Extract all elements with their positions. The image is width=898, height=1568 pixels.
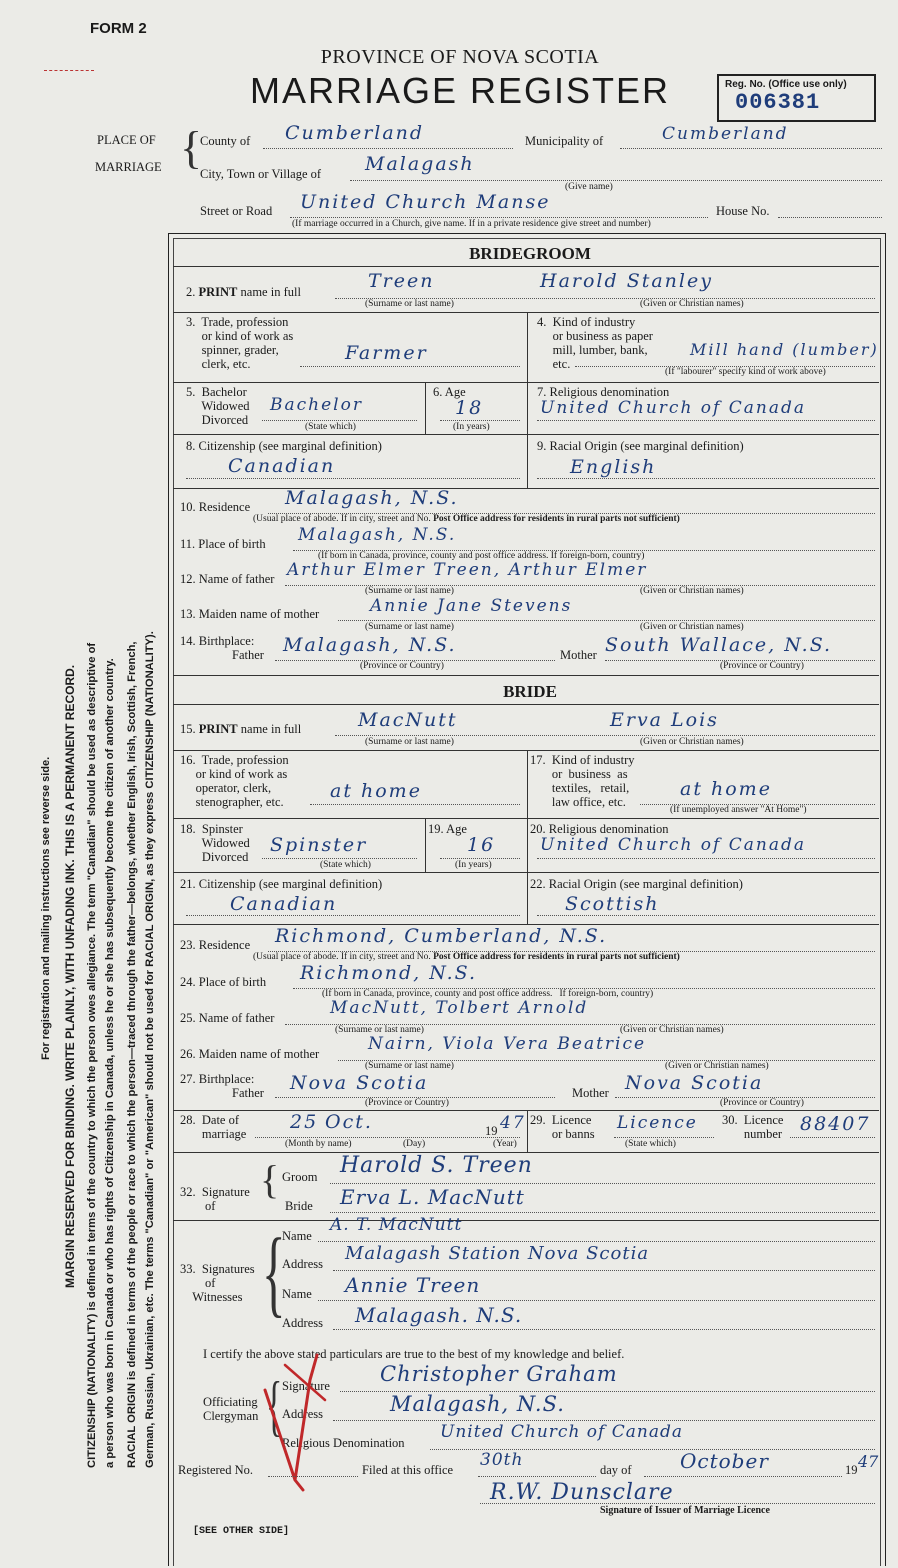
clergy-denomination-label: Religious Denomination [282,1436,405,1450]
clergy-signature-label: Signature [282,1379,330,1393]
bride-industry-value: at home [680,778,772,800]
issuer-signature: R.W. Dunsclare [490,1480,674,1505]
state-which-caption: (State which) [320,860,371,870]
bride-surname: MacNutt [358,709,458,731]
city-value: Malagash [365,153,475,175]
clergy-signature: Christopher Graham [380,1362,618,1386]
municipality-value: Cumberland [662,124,789,144]
divider [173,488,879,489]
groom-status-value: Bachelor [270,395,363,415]
licence-value: Licence [617,1113,698,1133]
province-title: PROVINCE OF NOVA SCOTIA [320,46,600,68]
surname-caption: (Surname or last name) [365,586,454,596]
groom-surname: Treen [368,270,435,292]
street-note: (If marriage occurred in a Church, give name. If in a private residence give street and number) [292,219,651,229]
margin-definition-4: German, Russian, Ukrainian, etc. The terms "Canadian" or "American" should not be used for RACIAL ORIGIN, as they express CITIZENSHIP (NATIONALITY). [144,631,156,1468]
reg-number-label: Reg. No. (Office use only) [725,79,847,90]
bride-father-value: MacNutt, Tolbert Arnold [330,998,589,1018]
witness2-address: Malagash. N.S. [355,1303,523,1327]
divider [173,382,879,383]
bride-signature-line [330,1212,875,1213]
groom-religion-label: 7. Religious denomination [537,385,670,399]
groom-citizenship-line [186,478,520,479]
groom-age-line [440,420,520,421]
licence-number-value: 88407 [800,1113,871,1135]
county-line [263,148,513,149]
groom-bp-mother-value: South Wallace, N.S. [605,634,833,656]
give-name-caption: (Give name) [565,182,613,192]
bride-father-label: 25. Name of father [180,1011,275,1025]
divider [527,818,528,872]
divider [527,750,528,818]
bride-birth-label: 24. Place of birth [180,975,267,989]
bride-bp-mother-label: Mother [572,1086,609,1100]
groom-citizenship-value: Canadian [228,455,336,477]
bride-religion-label: 20. Religious denomination [530,822,669,836]
groom-father-label: 12. Name of father [180,572,275,586]
groom-racial-line [537,478,875,479]
filed-day: 30th [480,1450,524,1470]
filed-day-line [478,1476,596,1477]
groom-status-line [262,420,417,421]
divider [425,818,426,872]
bride-industry-label: 17. Kind of industry or business as textiles, retail, law office, etc. [530,753,635,809]
groom-trade-line [300,366,520,367]
groom-mother-value: Annie Jane Stevens [370,596,573,616]
county-label: County of [200,134,251,148]
bride-name-label: name in full [240,722,302,736]
bride-racial-line [537,915,875,916]
bride-bp-mother-value: Nova Scotia [625,1072,764,1094]
print-label: PRINT [198,285,238,299]
divider [527,434,528,488]
bride-mother-value: Nairn, Viola Vera Beatrice [368,1034,647,1054]
bride-religion-line [537,858,875,859]
bride-status-label: 18. Spinster Widowed Divorced [180,822,250,864]
place-label-2: MARRIAGE [95,160,162,174]
witness1-name-label: Name [282,1229,312,1243]
surname-caption: (Surname or last name) [365,622,454,632]
birth-caption: (If born in Canada, province, county and post office address. If foreign-born, country) [318,551,645,561]
bride-religion-value: United Church of Canada [540,835,806,855]
marriage-day: 25 [290,1111,319,1133]
bride-age-value: 16 [467,834,496,856]
witness-brace: { [262,1219,286,1327]
groom-father-value: Arthur Elmer Treen, Arthur Elmer [287,560,648,580]
licence-label: 29. Licence or banns [530,1113,595,1141]
groom-name-label: name in full [240,285,301,299]
clergy-address: Malagash, N.S. [390,1392,565,1416]
groom-signature-label: Groom [282,1170,318,1184]
groom-racial-label: 9. Racial Origin (see marginal definition) [537,439,744,453]
certify-text: I certify the above stated particulars are true to the best of my knowledge and belief. [203,1347,625,1361]
groom-industry-value: Mill hand (lumber) [690,340,879,359]
age-caption: (In years) [455,860,492,870]
province-caption: (Province or Country) [365,1098,449,1108]
divider [173,312,879,313]
groom-citizenship-label: 8. Citizenship (see marginal definition) [186,439,382,453]
birth-caption-bride: (If born in Canada, province, county and post office address. If foreign-born, country) [322,989,654,999]
divider [173,675,879,676]
divider [173,266,879,267]
age-caption: (In years) [453,422,490,432]
witness2-name-label: Name [282,1287,312,1301]
registrar-check-mark [255,1330,335,1500]
month-caption: (Month by name) [285,1139,352,1149]
province-caption: (Province or Country) [720,1098,804,1108]
divider [173,818,879,819]
day-of-label: day of [600,1463,632,1477]
clergy-denomination: United Church of Canada [440,1422,683,1442]
surname-caption: (Surname or last name) [335,1025,424,1035]
groom-birth-value: Malagash, N.S. [298,525,457,545]
witness1-address: Malagash Station Nova Scotia [345,1243,650,1264]
surname-caption: (Surname or last name) [365,737,454,747]
marriage-date-line [255,1137,520,1138]
filed-month: October [680,1449,769,1473]
year-caption: (Year) [493,1139,517,1149]
surname-caption: (Surname or last name) [365,299,454,309]
given-caption: (Given or Christian names) [665,1061,769,1071]
divider [527,312,528,382]
witness2-name-line [318,1300,875,1301]
divider [527,382,528,434]
reg-number: 006381 [735,90,821,115]
city-label: City, Town or Village of [200,167,322,181]
registered-no-label: Registered No. [178,1463,253,1477]
given-caption: (Given or Christian names) [640,299,744,309]
state-which-caption: (State which) [625,1139,676,1149]
province-caption: (Province or Country) [360,661,444,671]
clergy-brace: { [266,1367,283,1443]
witness1-name: A. T. MacNutt [330,1215,463,1235]
bride-name-line [335,735,875,736]
witnesses-label: 33. Signatures of Witnesses [180,1262,255,1304]
groom-signature: Harold S. Treen [340,1153,533,1178]
licence-line [614,1137,714,1138]
bride-citizenship-value: Canadian [230,893,338,915]
reg-number-box [717,74,876,122]
witness1-name-line [318,1241,875,1242]
groom-status-label: 5. Bachelor Widowed Divorced [186,385,250,427]
groom-age-value: 18 [455,397,484,419]
bride-industry-note: (If unemployed answer "At Home") [670,805,807,815]
given-caption: (Given or Christian names) [640,586,744,596]
divider [173,750,879,751]
field-number: 2. [186,285,196,299]
residence-caption-bold: Post Office address for residents in rural parts not sufficient) [433,952,680,962]
witness1-address-line [333,1270,875,1271]
filed-label: Filed at this office [362,1463,454,1477]
divider [527,1110,528,1152]
groom-industry-note: (If "labourer" specify kind of work above) [665,367,826,377]
bride-racial-value: Scottish [565,893,660,915]
residence-caption: (Usual place of abode. If in city, street and No. [253,514,431,524]
street-value: United Church Manse [300,191,551,213]
registered-no-line [268,1476,358,1477]
bride-age-line [440,858,520,859]
marriage-year-prefix: 19 [485,1124,498,1138]
marriage-month: Oct. [325,1111,373,1133]
residence-caption: (Usual place of abode. If in city, street and No. [253,952,431,962]
margin-definition-1: CITIZENSHIP (NATIONALITY) is defined in terms of the country to which the person owes allegiance. The term "Canadian" should be used as descriptive of [86,642,98,1468]
margin-definition-3: RACIAL ORIGIN is defined in terms of the people or race to which the person—traced through the father—belongs, whether English, Irish, Scottish, French, [126,641,138,1468]
margin-mark [44,70,94,71]
bride-racial-label: 22. Racial Origin (see marginal definition) [530,877,743,891]
bride-trade-line [310,804,520,805]
issuer-signature-line [480,1503,875,1504]
divider [173,434,879,435]
municipality-label: Municipality of [525,134,604,148]
bride-citizenship-line [186,915,520,916]
clergy-address-label: Address [282,1407,323,1421]
place-brace: { [180,122,203,173]
given-caption: (Given or Christian names) [640,622,744,632]
given-caption: (Given or Christian names) [640,737,744,747]
city-line [350,180,882,181]
province-caption: (Province or Country) [720,661,804,671]
surname-caption: (Surname or last name) [365,1061,454,1071]
day-caption: (Day) [403,1139,426,1149]
bride-residence-value: Richmond, Cumberland, N.S. [275,925,608,947]
form-number: FORM 2 [90,20,147,37]
groom-bp-mother-label: Mother [560,648,597,662]
divider [173,704,879,705]
groom-residence-value: Malagash, N.S. [285,487,459,509]
witness1-address-label: Address [282,1257,323,1271]
filed-year-prefix: 19 [845,1463,858,1477]
licence-number-line [790,1137,875,1138]
bride-residence-label: 23. Residence [180,938,251,952]
bride-signature: Erva L. MacNutt [340,1185,525,1209]
marriage-date-label: 28. Date of marriage [180,1113,247,1141]
marriage-year: 47 [500,1113,526,1133]
divider [527,872,528,924]
municipality-line [620,148,882,149]
signature-label: 32. Signature of [180,1185,250,1213]
groom-given-names: Harold Stanley [540,270,713,292]
witness2-address-line [333,1329,875,1330]
bride-status-line [262,858,417,859]
groom-bp-father-value: Malagash, N.S. [283,634,457,656]
clergy-label: Officiating Clergyman [203,1395,259,1423]
print-label: PRINT [198,722,238,736]
street-line [290,217,708,218]
field-number: 15. [180,722,196,736]
groom-racial-value: English [570,456,657,478]
place-label-1: PLACE OF [97,133,156,147]
bride-trade-label: 16. Trade, profession or kind of work as operator, clerk, stenographer, etc. [180,753,289,809]
county-value: Cumberland [285,122,425,144]
groom-heading: BRIDEGROOM [469,244,591,263]
licence-number-label: 30. Licence number [722,1113,784,1141]
bride-trade-value: at home [330,780,422,802]
margin-definition-2: a person who was born in Canada or who has rights of Citizenship in Canada, unless he or she has subsequently become the citizen of another country. [104,658,116,1468]
bride-mother-label: 26. Maiden name of mother [180,1047,320,1061]
groom-industry-label: 4. Kind of industry or business as paper mill, lumber, bank, etc. [537,315,653,371]
residence-caption-bold: Post Office address for residents in rural parts not sufficient) [433,514,680,524]
bride-citizenship-label: 21. Citizenship (see marginal definition) [180,877,383,891]
bride-birth-value: Richmond, N.S. [300,962,478,984]
signature-brace: { [260,1157,280,1202]
groom-birth-label: 11. Place of birth [180,537,266,551]
groom-religion-line [537,420,875,421]
margin-instruction-2: MARGIN RESERVED FOR BINDING. WRITE PLAINLY, WITH UNFADING INK. THIS IS A PERMANENT RECORD. [63,664,77,1288]
divider [173,1110,879,1111]
margin-instruction-1: For registration and mailing instructions see reverse side. [40,756,52,1060]
groom-mother-line [338,620,875,621]
filed-year: 47 [858,1452,879,1471]
given-caption: (Given or Christian names) [620,1025,724,1035]
groom-trade-value: Farmer [345,342,428,364]
filed-month-line [644,1476,842,1477]
groom-religion-value: United Church of Canada [540,398,806,418]
see-other-side: [SEE OTHER SIDE] [193,1526,290,1537]
state-which-caption: (State which) [305,422,356,432]
witness2-address-label: Address [282,1316,323,1330]
groom-age-label: 6. Age [433,385,466,399]
witness2-name: Annie Treen [345,1273,481,1297]
issuer-label: Signature of Issuer of Marriage Licence [600,1505,770,1516]
bride-given-names: Erva Lois [610,709,719,731]
street-label: Street or Road [200,204,273,218]
house-label: House No. [716,204,770,218]
bride-signature-label: Bride [285,1199,313,1213]
groom-signature-line [330,1183,875,1184]
bride-status-value: Spinster [270,834,368,856]
groom-birthplace-label: 14. Birthplace: [180,634,255,648]
bride-age-label: 19. Age [428,822,467,836]
bride-heading: BRIDE [503,682,557,701]
clergy-address-line [333,1420,875,1421]
groom-birthplace-father-label: Father [232,648,264,662]
groom-mother-label: 13. Maiden name of mother [180,607,320,621]
bride-birthplace-label: 27. Birthplace: [180,1072,255,1086]
house-line [778,217,882,218]
groom-residence-label: 10. Residence [180,500,251,514]
divider [173,872,879,873]
bride-bp-father-value: Nova Scotia [290,1072,429,1094]
bride-birthplace-father-label: Father [232,1086,264,1100]
divider [425,382,426,434]
page-title: MARRIAGE REGISTER [249,70,671,111]
groom-trade-label: 3. Trade, profession or kind of work as spinner, grader, clerk, etc. [186,315,294,371]
